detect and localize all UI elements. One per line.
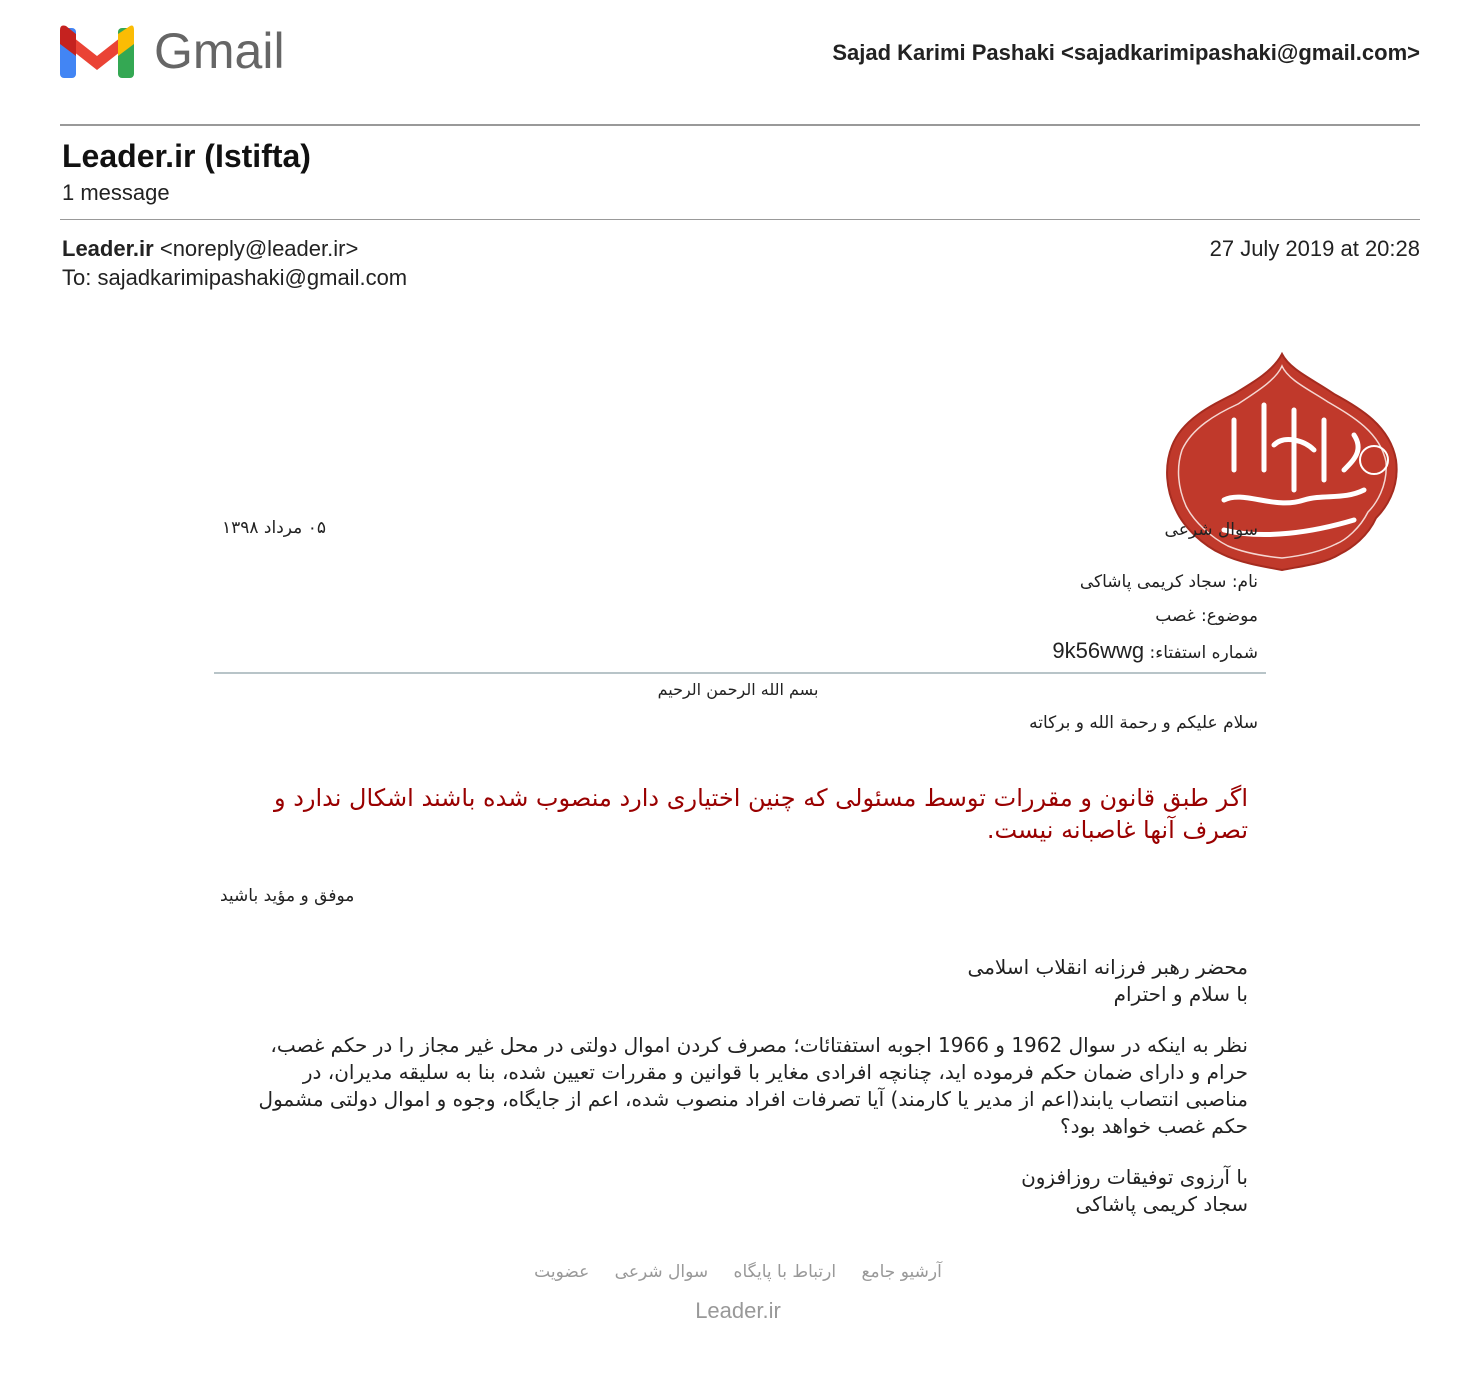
account-label: Sajad Karimi Pashaki <sajadkarimipashaki@gmail.com> [832, 40, 1420, 65]
question-signoff [238, 1164, 1248, 1218]
answer-text: اگر طبق قانون و مقررات توسط مسئولی که چنین اختیاری دارد منصوب شده باشند اشکال ندارد و تصرف آنها غاصبانه نیست. [273, 784, 1248, 844]
footer-links [0, 1262, 1476, 1282]
divider [60, 219, 1420, 220]
gmail-wordmark: Gmail [154, 23, 285, 79]
bismillah: بسم الله الرحمن الرحیم [657, 680, 819, 699]
closing: موفق و مؤید باشید [220, 886, 355, 906]
footer-link-contact[interactable]: ارتباط با پایگاه [733, 1262, 837, 1282]
question-address [238, 954, 1248, 1008]
persian-date: ۰۵ مرداد ۱۳۹۸ [222, 518, 326, 538]
reference-label: شماره استفتاء: [1149, 643, 1258, 663]
address-line: محضر رهبر فرزانه انقلاب اسلامی [967, 955, 1248, 979]
category-label: سوال شرعی [1164, 520, 1258, 540]
sender [62, 236, 358, 262]
address-line: با سلام و احترام [1113, 982, 1248, 1006]
recipient: To: sajadkarimipashaki@gmail.com [62, 265, 408, 290]
topic-line: موضوع: غصب [1155, 606, 1258, 626]
sender-email: <noreply@leader.ir> [159, 236, 359, 261]
sender-name: Leader.ir [62, 236, 154, 261]
signoff-line: سجاد کریمی پاشاکی [1075, 1192, 1248, 1216]
footer-site-link[interactable]: Leader.ir [695, 1298, 781, 1323]
reference-line [1052, 638, 1258, 664]
question-body: نظر به اینکه در سوال 1962 و 1966 اجوبه استفتائات؛ مصرف کردن اموال دولتی در محل غیر مجاز را در حکم غصب، حرام و دارای ضمان حکم فرموده اید، چنانچه افرادی مغایر با قوانین و مقررات تعیین شده، بنا به سلیقه مدیران، در مناصبی انتصاب یابند(اعم از مدیر یا کارمند) آیا تصرفات افراد منصوب شده، اعم از جایگاه، وجوه و اموال دولتی مشمول حکم غصب خواهد بود؟ [258, 1033, 1248, 1138]
reference-code: 9k56wwg [1052, 638, 1145, 663]
footer-link-membership[interactable]: عضویت [534, 1262, 590, 1282]
greeting: سلام علیکم و رحمة الله و برکاته [1029, 713, 1258, 733]
footer-link-archive[interactable]: آرشیو جامع [861, 1262, 942, 1282]
name-line: نام: سجاد کریمی پاشاکی [1079, 572, 1258, 592]
thread-subject: Leader.ir (Istifta) [62, 138, 311, 174]
divider [60, 124, 1420, 126]
divider [214, 672, 1266, 674]
message-count: 1 message [62, 180, 170, 205]
footer-link-question[interactable]: سوال شرعی [614, 1262, 709, 1282]
message-date: 27 July 2019 at 20:28 [1209, 236, 1420, 261]
signoff-line: با آرزوی توفیقات روزافزون [1021, 1165, 1248, 1189]
